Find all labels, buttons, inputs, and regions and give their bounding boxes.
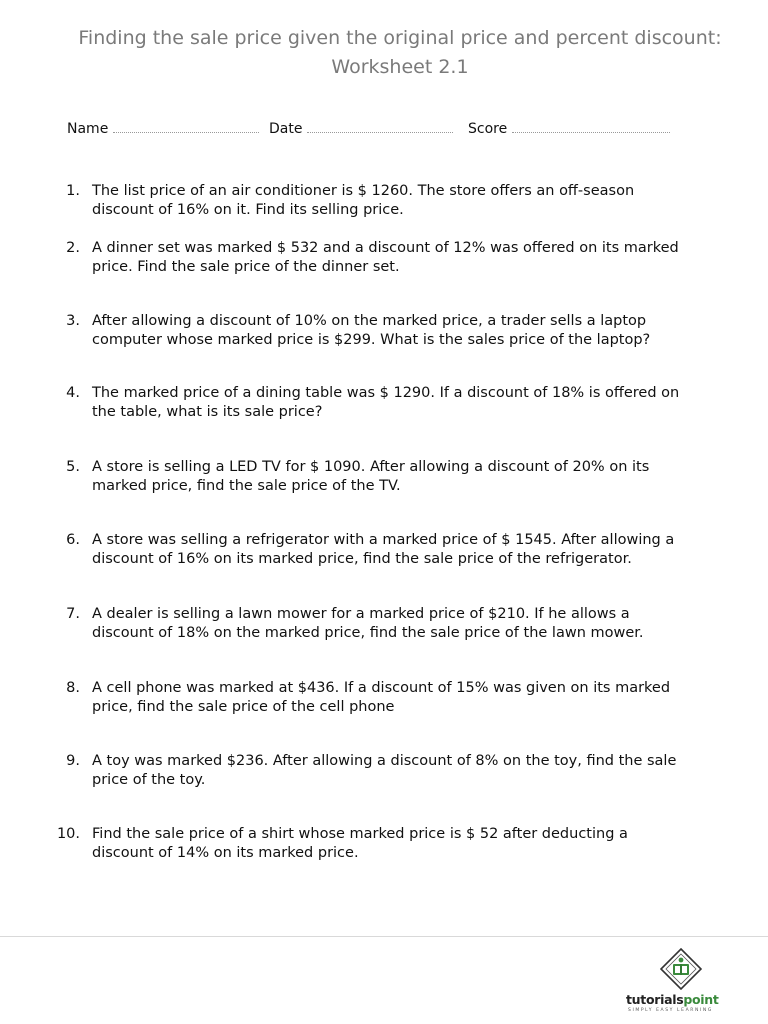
question-number: 8. — [66, 680, 80, 696]
question-number: 9. — [66, 753, 80, 769]
tutorialspoint-logo — [620, 944, 740, 1016]
question-text: After allowing a discount of 10% on the marked price, a trader sells a laptop computer whose marked price is $299. What is the sales price of the laptop? — [92, 313, 651, 348]
question-item — [44, 752, 684, 790]
score-field — [468, 120, 670, 137]
question-text: Find the sale price of a shirt whose marked price is $ 52 after deducting a discount of 14% on its marked price. — [92, 826, 628, 861]
logo-tagline: SIMPLY EASY LEARNING — [628, 1008, 713, 1013]
question-text: A store is selling a LED TV for $ 1090. After allowing a discount of 20% on its marked price, find the sale price of the TV. — [92, 459, 650, 494]
question-item — [44, 239, 684, 277]
question-item — [44, 312, 684, 350]
question-item — [44, 384, 684, 422]
footer-divider — [0, 936, 768, 937]
question-number: 6. — [66, 532, 80, 548]
question-number: 5. — [66, 459, 80, 475]
question-item — [44, 458, 684, 496]
question-text: The list price of an air conditioner is $ 1260. The store offers an off-season discount of 16% on it. Find its selling price. — [92, 183, 635, 218]
question-item — [44, 182, 684, 220]
question-text: A toy was marked $236. After allowing a discount of 8% on the toy, find the sale price of the toy. — [92, 753, 677, 788]
question-number: 1. — [66, 183, 80, 199]
question-number: 2. — [66, 240, 80, 256]
score-blank — [512, 120, 670, 133]
question-number: 3. — [66, 313, 80, 329]
question-item — [44, 605, 684, 643]
date-blank — [307, 120, 453, 133]
name-blank — [113, 120, 259, 133]
score-label: Score — [468, 121, 508, 137]
question-number: 7. — [66, 606, 80, 622]
worksheet-subtitle: Worksheet 2.1 — [331, 56, 469, 78]
question-text: A dinner set was marked $ 532 and a discount of 12% was offered on its marked price. Find the sale price of the dinner set. — [92, 240, 679, 275]
question-number: 10. — [56, 826, 80, 842]
date-field — [269, 120, 453, 137]
question-text: A dealer is selling a lawn mower for a marked price of $210. If he allows a discount of 18% on the marked price, find the sale price of the lawn mower. — [92, 606, 644, 641]
worksheet-title: Finding the sale price given the original price and percent discount: — [78, 27, 722, 49]
question-item — [44, 679, 684, 717]
question-text: A cell phone was marked at $436. If a discount of 15% was given on its marked price, find the sale price of the cell phone — [92, 680, 671, 715]
logo-wordmark — [626, 992, 738, 1007]
logo-word-part1: tutorials — [626, 992, 684, 1007]
question-text: The marked price of a dining table was $ 1290. If a discount of 18% is offered on the table, what is its sale price? — [92, 385, 680, 420]
tutorialspoint-logo-icon — [660, 948, 702, 990]
date-label: Date — [269, 121, 303, 137]
question-text: A store was selling a refrigerator with a marked price of $ 1545. After allowing a discount of 16% on its marked price, find the sale price of the refrigerator. — [92, 532, 675, 567]
question-item — [44, 825, 684, 863]
student-info-fields — [67, 120, 707, 140]
question-number: 4. — [66, 385, 80, 401]
question-item — [44, 531, 684, 569]
name-field — [67, 120, 259, 137]
logo-word-part2: point — [683, 992, 719, 1007]
name-label: Name — [67, 121, 109, 137]
